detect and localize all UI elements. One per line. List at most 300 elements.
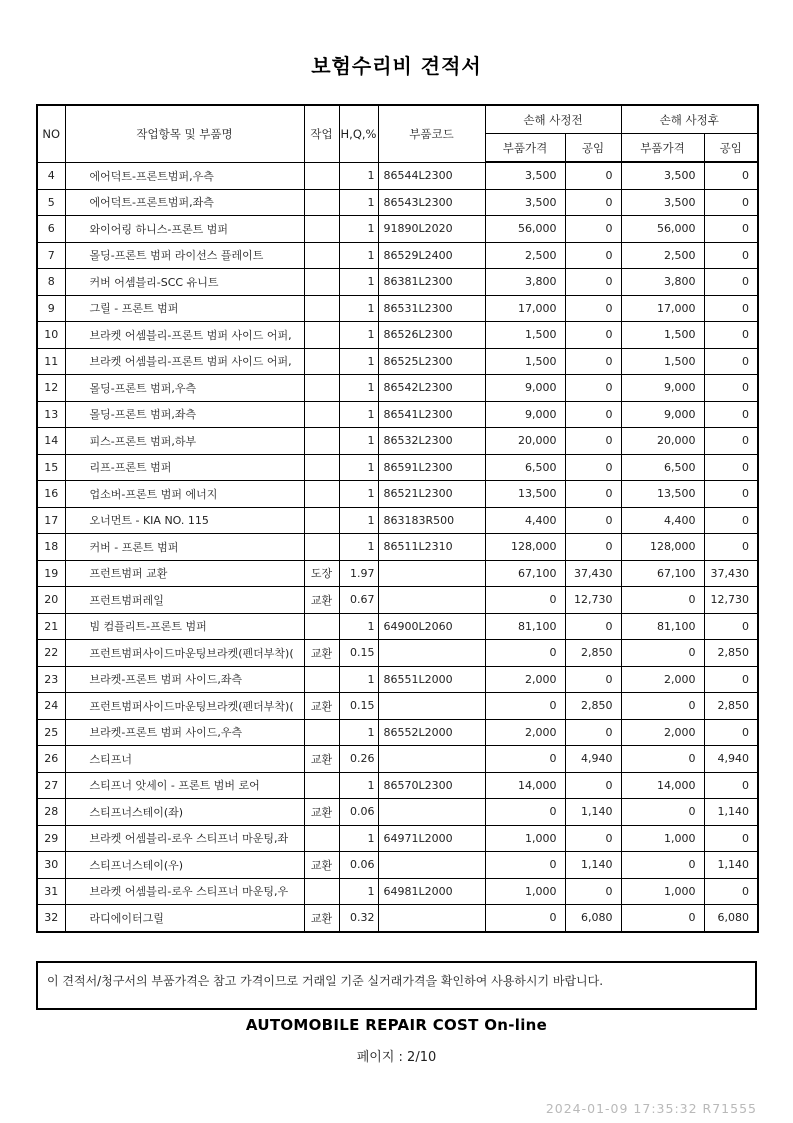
table-row: [37, 481, 758, 508]
row-no: 23: [37, 666, 65, 693]
row-hq: 1: [339, 295, 378, 322]
row-before-price: 1,000: [485, 825, 565, 852]
row-work: [304, 269, 339, 296]
row-after-labor: 0: [704, 481, 758, 508]
row-part-code: 86532L2300: [378, 428, 485, 455]
table-row: [37, 242, 758, 269]
row-after-labor: 37,430: [704, 560, 758, 587]
row-item: 브라켓 어셈블리-프론트 범퍼 사이드 어퍼,: [65, 322, 304, 349]
row-before-labor: 0: [565, 189, 621, 216]
header-before-price: 부품가격: [485, 134, 565, 163]
row-after-labor: 0: [704, 242, 758, 269]
row-after-labor: 0: [704, 428, 758, 455]
table-row: [37, 560, 758, 587]
row-work: 교환: [304, 799, 339, 826]
row-no: 31: [37, 878, 65, 905]
row-before-price: 9,000: [485, 401, 565, 428]
timestamp-stamp: 2024-01-09 17:35:32 R71555: [545, 1101, 757, 1116]
row-after-labor: 0: [704, 454, 758, 481]
row-before-labor: 0: [565, 322, 621, 349]
notice-box: [36, 961, 757, 1010]
row-hq: 0.06: [339, 852, 378, 879]
row-hq: 1: [339, 666, 378, 693]
table-row: [37, 295, 758, 322]
row-work: [304, 666, 339, 693]
row-item: 브라켓 어셈블리-로우 스티프너 마운팅,우: [65, 878, 304, 905]
row-before-labor: 0: [565, 534, 621, 561]
row-before-labor: 1,140: [565, 852, 621, 879]
row-before-price: 3,800: [485, 269, 565, 296]
row-after-labor: 2,850: [704, 640, 758, 667]
row-after-labor: 4,940: [704, 746, 758, 773]
row-before-labor: 0: [565, 375, 621, 402]
page-number: 페이지 : 2/10: [356, 1050, 437, 1065]
row-part-code: 86551L2000: [378, 666, 485, 693]
row-after-price: 0: [621, 905, 704, 932]
row-work: [304, 162, 339, 189]
row-work: [304, 401, 339, 428]
row-before-labor: 0: [565, 401, 621, 428]
row-no: 20: [37, 587, 65, 614]
row-after-price: 1,000: [621, 878, 704, 905]
row-before-price: 0: [485, 587, 565, 614]
table-row: [37, 613, 758, 640]
row-hq: 1: [339, 719, 378, 746]
row-hq: 1: [339, 878, 378, 905]
row-hq: 1: [339, 242, 378, 269]
row-work: [304, 507, 339, 534]
row-work: [304, 613, 339, 640]
row-no: 22: [37, 640, 65, 667]
notice-text: 이 견적서/청구서의 부품가격은 참고 가격이므로 거래일 기준 실거래가격을 확인하여 사용하시기 바랍니다.: [47, 974, 604, 988]
row-work: [304, 375, 339, 402]
row-item: 리프-프론트 범퍼: [65, 454, 304, 481]
row-after-price: 0: [621, 640, 704, 667]
row-before-price: 1,000: [485, 878, 565, 905]
row-after-price: 3,800: [621, 269, 704, 296]
row-before-labor: 37,430: [565, 560, 621, 587]
row-after-price: 67,100: [621, 560, 704, 587]
row-no: 5: [37, 189, 65, 216]
row-before-price: 6,500: [485, 454, 565, 481]
row-after-price: 0: [621, 587, 704, 614]
row-before-labor: 0: [565, 772, 621, 799]
row-work: [304, 295, 339, 322]
row-no: 7: [37, 242, 65, 269]
row-work: 교환: [304, 746, 339, 773]
row-item: 커버 어셈블리-SCC 유니트: [65, 269, 304, 296]
header-before-group: 손해 사정전: [485, 105, 621, 134]
row-before-price: 17,000: [485, 295, 565, 322]
row-hq: 1: [339, 534, 378, 561]
row-after-labor: 0: [704, 507, 758, 534]
row-no: 30: [37, 852, 65, 879]
row-before-labor: 0: [565, 613, 621, 640]
row-item: 프런트범퍼레일: [65, 587, 304, 614]
row-item: 스티프너스테이(우): [65, 852, 304, 879]
row-part-code: 86525L2300: [378, 348, 485, 375]
header-before-labor: 공임: [565, 134, 621, 163]
row-work: [304, 534, 339, 561]
row-after-labor: 0: [704, 322, 758, 349]
row-after-labor: 0: [704, 401, 758, 428]
table-row: [37, 587, 758, 614]
header-hq: H,Q,%: [339, 105, 378, 162]
row-before-labor: 12,730: [565, 587, 621, 614]
row-part-code: [378, 587, 485, 614]
row-hq: 1: [339, 162, 378, 189]
row-no: 17: [37, 507, 65, 534]
row-item: 브라켓-프론트 범퍼 사이드,우측: [65, 719, 304, 746]
row-hq: 1: [339, 322, 378, 349]
row-after-price: 17,000: [621, 295, 704, 322]
row-no: 16: [37, 481, 65, 508]
table-row: [37, 905, 758, 932]
row-hq: 1: [339, 772, 378, 799]
row-hq: 1: [339, 428, 378, 455]
row-item: 빔 컴플리트-프론트 범퍼: [65, 613, 304, 640]
row-work: [304, 216, 339, 243]
row-work: [304, 348, 339, 375]
table-row: [37, 799, 758, 826]
row-work: [304, 719, 339, 746]
row-no: 4: [37, 162, 65, 189]
row-after-labor: 0: [704, 613, 758, 640]
row-after-labor: 0: [704, 375, 758, 402]
row-after-price: 9,000: [621, 375, 704, 402]
row-before-price: 3,500: [485, 189, 565, 216]
row-part-code: 86543L2300: [378, 189, 485, 216]
row-hq: 1: [339, 825, 378, 852]
row-part-code: 91890L2020: [378, 216, 485, 243]
row-work: 교환: [304, 905, 339, 932]
row-before-labor: 0: [565, 348, 621, 375]
row-part-code: 86521L2300: [378, 481, 485, 508]
row-hq: 0.67: [339, 587, 378, 614]
row-item: 피스-프론트 범퍼,하부: [65, 428, 304, 455]
row-item: 브라켓 어셈블리-프론트 범퍼 사이드 어퍼,: [65, 348, 304, 375]
row-before-labor: 0: [565, 481, 621, 508]
row-no: 10: [37, 322, 65, 349]
row-item: 커버 - 프론트 범퍼: [65, 534, 304, 561]
row-no: 26: [37, 746, 65, 773]
row-before-price: 3,500: [485, 162, 565, 189]
row-no: 9: [37, 295, 65, 322]
row-item: 브라켓-프론트 범퍼 사이드,좌측: [65, 666, 304, 693]
row-after-labor: 0: [704, 666, 758, 693]
row-after-price: 0: [621, 746, 704, 773]
table-row: [37, 640, 758, 667]
row-before-labor: 6,080: [565, 905, 621, 932]
row-after-labor: 0: [704, 269, 758, 296]
row-before-price: 20,000: [485, 428, 565, 455]
row-before-labor: 0: [565, 507, 621, 534]
row-hq: 1: [339, 216, 378, 243]
row-item: 브라켓 어셈블리-로우 스티프너 마운팅,좌: [65, 825, 304, 852]
row-part-code: 86529L2400: [378, 242, 485, 269]
row-before-price: 9,000: [485, 375, 565, 402]
row-after-labor: 0: [704, 772, 758, 799]
row-before-price: 2,000: [485, 719, 565, 746]
row-part-code: [378, 746, 485, 773]
row-work: [304, 428, 339, 455]
row-before-price: 0: [485, 746, 565, 773]
row-before-labor: 0: [565, 878, 621, 905]
row-item: 에어덕트-프론트범퍼,우측: [65, 162, 304, 189]
row-before-labor: 1,140: [565, 799, 621, 826]
table-row: [37, 746, 758, 773]
row-part-code: [378, 693, 485, 720]
row-after-labor: 0: [704, 534, 758, 561]
row-before-labor: 2,850: [565, 640, 621, 667]
row-before-price: 4,400: [485, 507, 565, 534]
row-before-price: 2,000: [485, 666, 565, 693]
header-after-labor: 공임: [704, 134, 758, 163]
row-hq: 1: [339, 375, 378, 402]
table-row: [37, 322, 758, 349]
row-no: 29: [37, 825, 65, 852]
row-before-price: 1,500: [485, 322, 565, 349]
header-part-code: 부품코드: [378, 105, 485, 162]
table-row: [37, 719, 758, 746]
row-hq: 0.15: [339, 640, 378, 667]
row-item: 업소버-프론트 범퍼 에너지: [65, 481, 304, 508]
table-row: [37, 375, 758, 402]
row-after-labor: 0: [704, 189, 758, 216]
row-part-code: [378, 640, 485, 667]
row-part-code: 64981L2000: [378, 878, 485, 905]
row-work: [304, 454, 339, 481]
row-hq: 1: [339, 401, 378, 428]
row-part-code: 86591L2300: [378, 454, 485, 481]
row-no: 6: [37, 216, 65, 243]
page-title: 보험수리비 견적서: [311, 54, 482, 78]
table-row: [37, 348, 758, 375]
row-item: 스티프너: [65, 746, 304, 773]
table-row: [37, 534, 758, 561]
row-no: 12: [37, 375, 65, 402]
row-hq: 0.15: [339, 693, 378, 720]
row-no: 13: [37, 401, 65, 428]
row-before-labor: 0: [565, 162, 621, 189]
row-after-labor: 0: [704, 162, 758, 189]
row-work: [304, 481, 339, 508]
row-hq: 1: [339, 189, 378, 216]
row-before-labor: 0: [565, 825, 621, 852]
row-item: 몰딩-프론트 범퍼 라이선스 플레이트: [65, 242, 304, 269]
row-after-labor: 0: [704, 295, 758, 322]
row-part-code: 86552L2000: [378, 719, 485, 746]
header-item: 작업항목 및 부품명: [65, 105, 304, 162]
row-before-labor: 0: [565, 295, 621, 322]
row-after-labor: 0: [704, 719, 758, 746]
estimate-table-header: [37, 105, 758, 162]
row-after-price: 2,000: [621, 666, 704, 693]
row-hq: 0.26: [339, 746, 378, 773]
row-no: 19: [37, 560, 65, 587]
row-before-labor: 0: [565, 428, 621, 455]
row-after-price: 13,500: [621, 481, 704, 508]
row-after-price: 1,500: [621, 348, 704, 375]
table-row: [37, 428, 758, 455]
row-no: 27: [37, 772, 65, 799]
row-before-price: 0: [485, 852, 565, 879]
row-before-price: 2,500: [485, 242, 565, 269]
header-after-price: 부품가격: [621, 134, 704, 163]
row-item: 에어덕트-프론트범퍼,좌측: [65, 189, 304, 216]
row-work: 교환: [304, 640, 339, 667]
row-item: 스티프너 앗세이 - 프론트 범버 로어: [65, 772, 304, 799]
row-no: 14: [37, 428, 65, 455]
header-after-group: 손해 사정후: [621, 105, 758, 134]
row-item: 와이어링 하니스-프론트 범퍼: [65, 216, 304, 243]
table-row: [37, 825, 758, 852]
row-no: 24: [37, 693, 65, 720]
row-after-labor: 0: [704, 878, 758, 905]
row-part-code: [378, 799, 485, 826]
row-after-price: 3,500: [621, 189, 704, 216]
row-before-price: 128,000: [485, 534, 565, 561]
row-after-labor: 6,080: [704, 905, 758, 932]
row-before-price: 0: [485, 640, 565, 667]
row-after-price: 128,000: [621, 534, 704, 561]
row-after-price: 56,000: [621, 216, 704, 243]
row-hq: 1: [339, 269, 378, 296]
row-after-labor: 2,850: [704, 693, 758, 720]
row-after-price: 2,500: [621, 242, 704, 269]
table-row: [37, 269, 758, 296]
row-item: 몰딩-프론트 범퍼,우측: [65, 375, 304, 402]
row-after-price: 1,000: [621, 825, 704, 852]
row-part-code: 86531L2300: [378, 295, 485, 322]
row-before-price: 0: [485, 905, 565, 932]
row-before-price: 14,000: [485, 772, 565, 799]
row-work: [304, 322, 339, 349]
row-hq: 1.97: [339, 560, 378, 587]
header-work: 작업: [304, 105, 339, 162]
row-work: 도장: [304, 560, 339, 587]
row-work: 교환: [304, 587, 339, 614]
table-row: [37, 772, 758, 799]
table-row: [37, 852, 758, 879]
row-part-code: [378, 852, 485, 879]
estimate-table-body: [37, 162, 758, 932]
row-item: 그릴 - 프론트 범퍼: [65, 295, 304, 322]
row-no: 21: [37, 613, 65, 640]
row-before-price: 81,100: [485, 613, 565, 640]
row-item: 라디에이터그릴: [65, 905, 304, 932]
row-no: 15: [37, 454, 65, 481]
row-after-price: 9,000: [621, 401, 704, 428]
row-no: 32: [37, 905, 65, 932]
row-no: 28: [37, 799, 65, 826]
row-after-price: 3,500: [621, 162, 704, 189]
row-work: [304, 772, 339, 799]
row-item: 프런트범퍼 교환: [65, 560, 304, 587]
row-after-labor: 0: [704, 825, 758, 852]
row-after-labor: 1,140: [704, 852, 758, 879]
row-before-price: 1,500: [485, 348, 565, 375]
row-after-labor: 0: [704, 216, 758, 243]
row-item: 몰딩-프론트 범퍼,좌측: [65, 401, 304, 428]
row-work: [304, 242, 339, 269]
brand-title: AUTOMOBILE REPAIR COST On-line: [245, 1016, 548, 1034]
table-row: [37, 693, 758, 720]
row-part-code: 86541L2300: [378, 401, 485, 428]
header-no: NO: [37, 105, 65, 162]
row-part-code: 86381L2300: [378, 269, 485, 296]
row-after-price: 14,000: [621, 772, 704, 799]
row-part-code: 64900L2060: [378, 613, 485, 640]
row-before-labor: 0: [565, 216, 621, 243]
table-row: [37, 162, 758, 189]
row-hq: 0.06: [339, 799, 378, 826]
row-after-price: 6,500: [621, 454, 704, 481]
row-after-labor: 0: [704, 348, 758, 375]
row-before-labor: 0: [565, 719, 621, 746]
row-work: 교환: [304, 693, 339, 720]
row-item: 프런트범퍼사이드마운팅브라켓(펜더부착)(: [65, 640, 304, 667]
row-part-code: 86544L2300: [378, 162, 485, 189]
row-after-price: 81,100: [621, 613, 704, 640]
row-hq: 1: [339, 481, 378, 508]
estimate-table: [36, 104, 759, 933]
row-hq: 0.32: [339, 905, 378, 932]
row-before-price: 56,000: [485, 216, 565, 243]
row-work: [304, 878, 339, 905]
table-row: [37, 878, 758, 905]
row-before-labor: 0: [565, 242, 621, 269]
row-before-labor: 0: [565, 454, 621, 481]
row-after-labor: 12,730: [704, 587, 758, 614]
row-part-code: [378, 560, 485, 587]
row-no: 18: [37, 534, 65, 561]
row-part-code: 64971L2000: [378, 825, 485, 852]
table-row: [37, 189, 758, 216]
table-row: [37, 666, 758, 693]
row-before-labor: 4,940: [565, 746, 621, 773]
row-part-code: 86542L2300: [378, 375, 485, 402]
row-part-code: [378, 905, 485, 932]
row-before-price: 67,100: [485, 560, 565, 587]
row-work: 교환: [304, 852, 339, 879]
row-work: [304, 825, 339, 852]
row-part-code: 863183R500: [378, 507, 485, 534]
table-row: [37, 454, 758, 481]
row-part-code: 86570L2300: [378, 772, 485, 799]
row-before-labor: 0: [565, 666, 621, 693]
row-after-price: 1,500: [621, 322, 704, 349]
row-no: 25: [37, 719, 65, 746]
row-after-price: 20,000: [621, 428, 704, 455]
row-part-code: 86526L2300: [378, 322, 485, 349]
row-before-price: 0: [485, 799, 565, 826]
table-row: [37, 401, 758, 428]
row-after-price: 0: [621, 693, 704, 720]
row-hq: 1: [339, 613, 378, 640]
row-after-price: 4,400: [621, 507, 704, 534]
row-part-code: 86511L2310: [378, 534, 485, 561]
row-hq: 1: [339, 348, 378, 375]
row-after-price: 0: [621, 852, 704, 879]
row-after-price: 0: [621, 799, 704, 826]
row-before-price: 0: [485, 693, 565, 720]
row-item: 프런트범퍼사이드마운팅브라켓(펜더부착)(: [65, 693, 304, 720]
table-row: [37, 216, 758, 243]
row-item: 오너먼트 - KIA NO. 115: [65, 507, 304, 534]
row-after-labor: 1,140: [704, 799, 758, 826]
row-after-price: 2,000: [621, 719, 704, 746]
